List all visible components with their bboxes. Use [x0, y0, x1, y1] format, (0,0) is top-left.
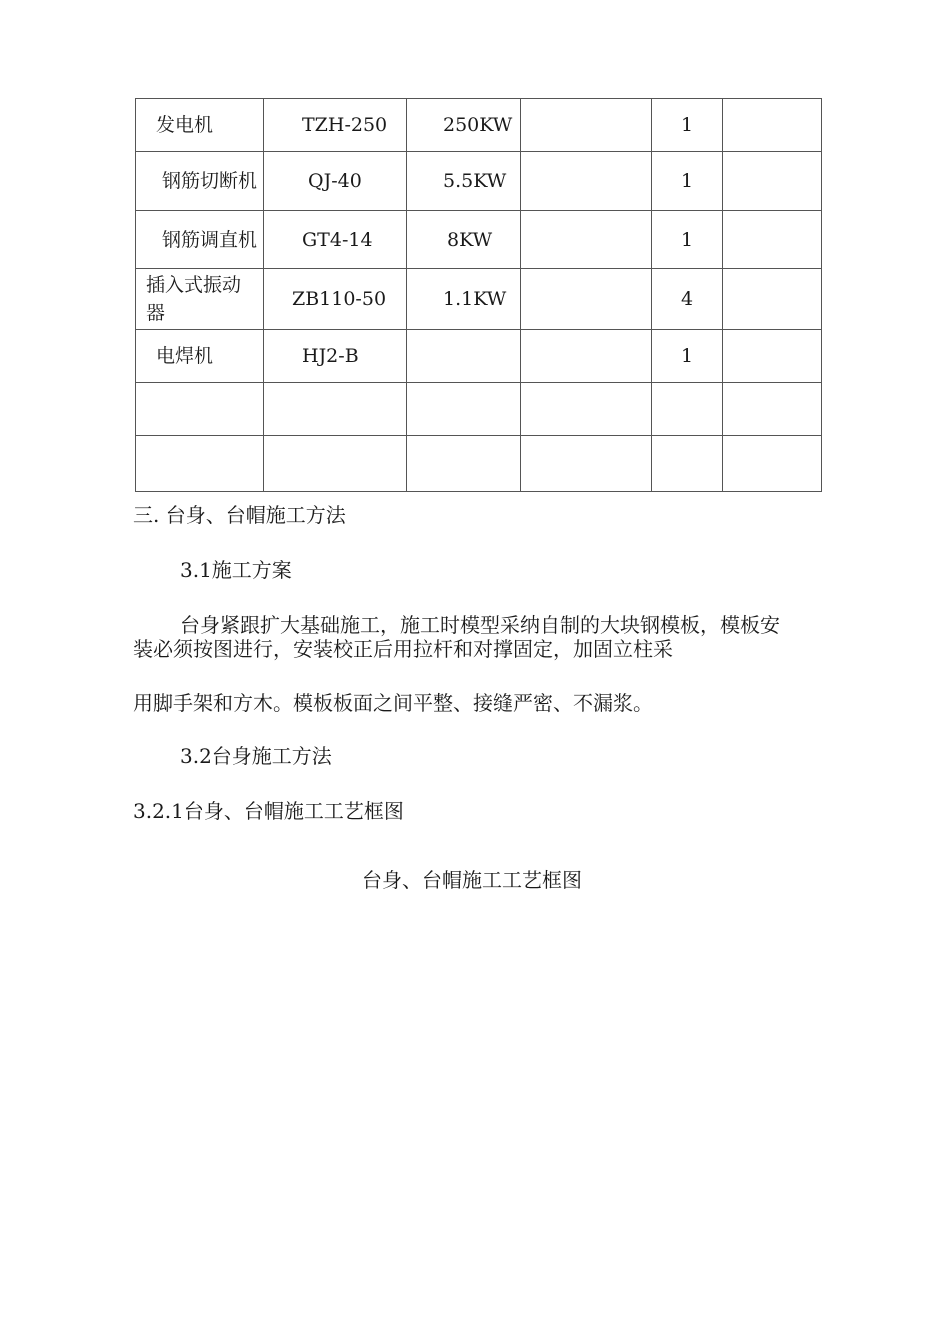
equipment-qty-cell: 1	[652, 99, 723, 152]
equipment-col4-cell	[521, 383, 652, 436]
equipment-name-text: 钢筋调直机	[162, 228, 258, 251]
equipment-col6-cell	[723, 211, 822, 269]
table-row	[136, 211, 822, 269]
equipment-model-cell: GT4-14	[264, 211, 407, 269]
equipment-power-cell: 1.1KW	[407, 269, 521, 330]
equipment-name-cell: 发电机	[136, 99, 264, 152]
table-row	[136, 330, 822, 383]
equipment-col6-cell	[723, 330, 822, 383]
equipment-col4-cell	[521, 330, 652, 383]
equipment-qty-cell: 1	[652, 211, 723, 269]
equipment-model-cell: HJ2-B	[264, 330, 407, 383]
table-row	[136, 383, 822, 436]
equipment-name-text: 钢筋切断机	[162, 170, 258, 192]
equipment-table	[135, 98, 822, 492]
paragraph-line-1: 台身紧跟扩大基础施工，施工时模型采纳自制的大块钢模板，模板安	[180, 613, 780, 637]
equipment-col4-cell	[521, 211, 652, 269]
equipment-name-cell	[136, 211, 264, 269]
equipment-power-cell: 250KW	[407, 99, 521, 152]
equipment-model-cell: QJ-40	[264, 152, 407, 211]
equipment-power-cell	[407, 330, 521, 383]
equipment-name-cell	[136, 269, 264, 330]
equipment-col4-cell	[521, 436, 652, 492]
table-row	[136, 99, 822, 152]
equipment-model-cell: TZH-250	[264, 99, 407, 152]
equipment-col6-cell	[723, 269, 822, 330]
equipment-power-cell: 5.5KW	[407, 152, 521, 211]
section-3-heading: 三. 台身、台帽施工方法	[133, 503, 346, 527]
equipment-name-text: 插入式振动器	[146, 274, 242, 324]
equipment-model-cell	[264, 436, 407, 492]
equipment-name-cell	[136, 383, 264, 436]
equipment-col4-cell	[521, 269, 652, 330]
paragraph-line-3: 用脚手架和方木。模板板面之间平整、接缝严密、不漏浆。	[133, 691, 653, 715]
equipment-col6-cell	[723, 383, 822, 436]
equipment-col6-cell	[723, 99, 822, 152]
equipment-name-cell	[136, 436, 264, 492]
table-row	[136, 436, 822, 492]
equipment-qty-cell: 4	[652, 269, 723, 330]
equipment-qty-cell	[652, 436, 723, 492]
equipment-power-cell	[407, 383, 521, 436]
section-3-2-heading: 3.2台身施工方法	[180, 744, 332, 768]
equipment-power-cell: 8KW	[407, 211, 521, 269]
equipment-qty-cell: 1	[652, 152, 723, 211]
table-row	[136, 152, 822, 211]
figure-caption: 台身、台帽施工工艺框图	[362, 868, 582, 892]
equipment-model-cell: ZB110-50	[264, 269, 407, 330]
equipment-name-cell	[136, 152, 264, 211]
section-3-1-heading: 3.1施工方案	[180, 558, 292, 582]
equipment-qty-cell: 1	[652, 330, 723, 383]
equipment-model-cell	[264, 383, 407, 436]
equipment-col6-cell	[723, 152, 822, 211]
equipment-name-cell: 电焊机	[136, 330, 264, 383]
table-row	[136, 269, 822, 330]
equipment-col4-cell	[521, 152, 652, 211]
equipment-col4-cell	[521, 99, 652, 152]
paragraph-line-2: 装必须按图进行，安装校正后用拉杆和对撑固定，加固立柱采	[133, 637, 673, 661]
section-3-2-1-heading: 3.2.1台身、台帽施工工艺框图	[133, 799, 404, 823]
equipment-col6-cell	[723, 436, 822, 492]
equipment-power-cell	[407, 436, 521, 492]
equipment-qty-cell	[652, 383, 723, 436]
